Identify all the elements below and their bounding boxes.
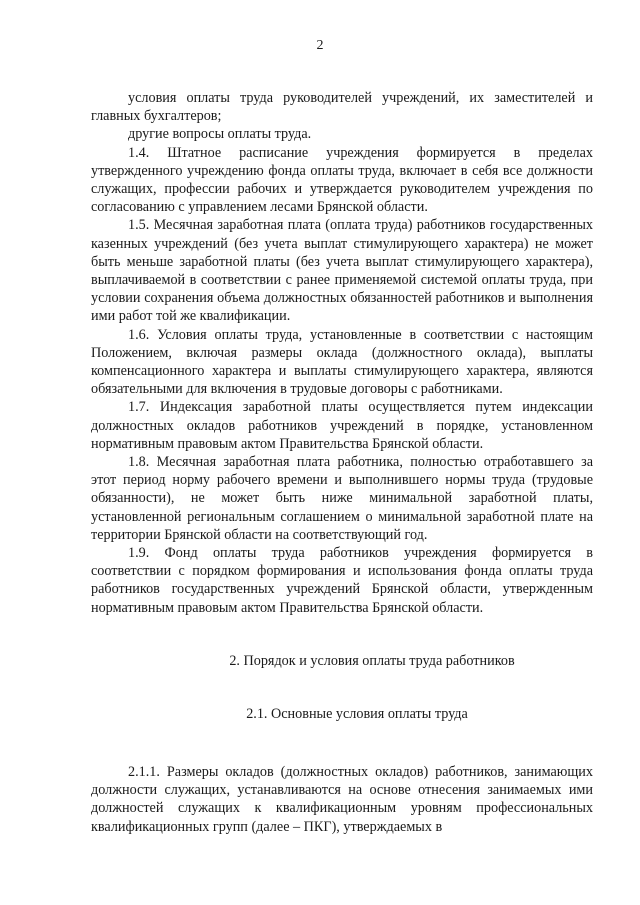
paragraph: 1.8. Месячная заработная плата работника, полностью отработавшего за этот период норму рабочего времени и выполнившего нормы труда (трудовые обязанности), не может быть ниже минимальной заработной платы, установленной региональным соглашением о минимальной заработной плате на территории Брянской области на соответствующий год. (91, 454, 593, 543)
paragraph: 1.7. Индексация заработной платы осуществляется путем индексации должностных окладов работников учреждений в порядке, установленном нормативным правовым актом Правительства Брянской области. (91, 399, 593, 452)
section-heading: 2. Порядок и условия оплаты труда работников (229, 652, 515, 669)
subsection-heading: 2.1. Основные условия оплаты труда (246, 705, 468, 722)
paragraph: 2.1.1. Размеры окладов (должностных окладов) работников, занимающих должности служащих, устанавливаются на основе отнесения занимаемых ими должностей служащих к квалификационным уровням профессиональных квалификационных групп (далее – ПКГ), утверждаемых в (91, 763, 593, 835)
page-number: 2 (316, 38, 324, 53)
bottom-paragraphs (91, 763, 593, 836)
document-body (91, 89, 593, 836)
paragraph: другие вопросы оплаты труда. (128, 126, 312, 143)
paragraph: 1.6. Условия оплаты труда, установленные в соответствии с настоящим Положением, включая размеры оклада (должностного оклада), выплаты компенсационного характера и выплаты стимулирующего характера, являются обязательными для включения в трудовые договоры с работниками. (91, 326, 593, 398)
paragraph: 1.9. Фонд оплаты труда работников учреждения формируется в соответствии с порядком формирования и использования фонда оплаты труда работников государственных учреждений Брянской области, утвержденным нормативным правовым актом Правительства Брянской области. (91, 545, 593, 616)
paragraph: условия оплаты труда руководителей учреждений, их заместителей и главных бухгалтеров; (91, 90, 593, 125)
top-paragraphs (91, 89, 593, 617)
paragraph: 1.4. Штатное расписание учреждения формируется в пределах утвержденного учреждению фонда оплаты труда, включает в себя все должности служащих, профессии рабочих и утверждается руководителем учреждения по согласованию с управлением лесами Брянской области. (91, 144, 593, 216)
paragraph: 1.5. Месячная заработная плата (оплата труда) работников государственных казенных учреждений (без учета выплат стимулирующего характера) не может быть меньше заработной платы (без учета выплат стимулирующего характера), выплачиваемой в соответствии с ранее применяемой системой оплаты труда, при условии сохранения объема должностных обязанностей работников и выполнения ими работ той же квалификации. (91, 217, 593, 325)
